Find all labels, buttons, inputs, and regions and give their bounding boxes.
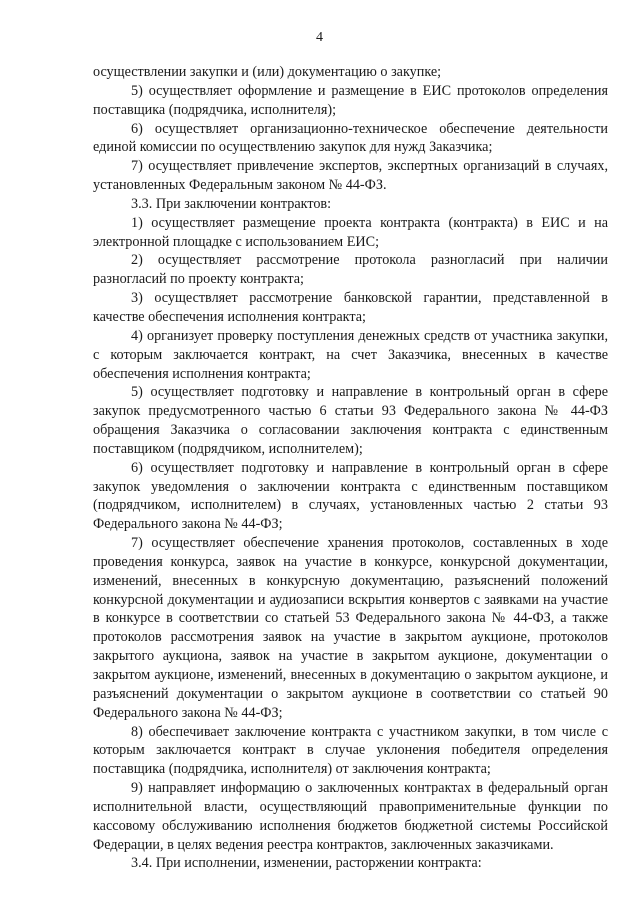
paragraph-3-3-item-4: 4) организует проверку поступления денежных средств от участника закупки, с которым заключается контракт, на счет Заказчика, внесенных в качестве обеспечения исполнения контракта; [93,327,608,382]
paragraph-3-3-item-6: 6) осуществляет подготовку и направление в контрольный орган в сфере закупок уведомления о заключении контракта с единственным поставщиком (подрядчиком, исполнителем) в случаях, установленных частью 2 статьи 93 Федерального закона № 44-ФЗ; [93,459,608,533]
page-number: 4 [316,30,323,45]
paragraph-3-3-item-5: 5) осуществляет подготовку и направление в контрольный орган в сфере закупок предусмотренного частью 6 статьи 93 Федерального закона № 44-ФЗ обращения Заказчика о согласовании заключения контракта с единственным поставщиком (подрядчиком, исполнителем); [93,384,608,457]
paragraph-item-5-protocols: 5) осуществляет оформление и размещение в ЕИС протоколов определения поставщика (подрядчика, исполнителя); [93,82,608,118]
section-heading-3-4: 3.4. При исполнении, изменении, расторжении контракта: [131,855,482,872]
paragraph-3-3-item-8: 8) обеспечивает заключение контракта с участником закупки, в том числе с которым заключается контракт в случае уклонения победителя определения поставщика (подрядчика, исполнителя) от заключения контракта; [93,723,608,778]
paragraph-continuation: осуществлении закупки и (или) документацию о закупке; [93,64,442,80]
paragraph-3-3-item-9: 9) направляет информацию о заключенных контрактах в федеральный орган исполнительной власти, осуществляющий правоприменительные функции по кассовому обслуживанию исполнения бюджетов бюджетной системы Российской Федерации, в целях ведения реестра контрактов, заключенных заказчиками. [93,780,608,853]
paragraph-item-6-commission: 6) осуществляет организационно-техническое обеспечение деятельности единой комиссии по осуществлению закупок для нужд Заказчика; [93,120,608,156]
section-heading-3-3: 3.3. При заключении контрактов: [131,195,332,212]
paragraph-3-3-item-7: 7) осуществляет обеспечение хранения протоколов, составленных в ходе проведения конкурса, заявок на участие в конкурсе, конкурсной документации, изменений, внесенных в конкурсную документацию, разъяснений положений конкурсной документации и аудиозаписи вскрытия конвертов с заявками на участие в конкурсе в соответствии со статьей 53 Федерального закона № 44-ФЗ, а также протоколов рассмотрения заявок на участие в закрытом аукционе, протоколов закрытого аукциона, заявок на участие в закрытом аукционе, документации о закрытом аукционе, изменений, внесенных в документацию о закрытом аукционе, и разъяснений документации о закрытом аукционе в соответствии со статьей 90 Федерального закона № 44-ФЗ; [93,535,608,721]
paragraph-3-3-item-2: 2) осуществляет рассмотрение протокола разногласий при наличии разногласий по проекту контракта; [93,252,608,288]
document-body [93,63,608,873]
paragraph-item-7-experts: 7) осуществляет привлечение экспертов, экспертных организаций в случаях, установленных Федеральным законом № 44-ФЗ. [93,158,608,194]
paragraph-3-3-item-1: 1) осуществляет размещение проекта контракта (контракта) в ЕИС и на электронной площадке с использованием ЕИС; [93,214,608,250]
paragraph-3-3-item-3: 3) осуществляет рассмотрение банковской гарантии, представленной в качестве обеспечения исполнения контракта; [93,290,608,325]
